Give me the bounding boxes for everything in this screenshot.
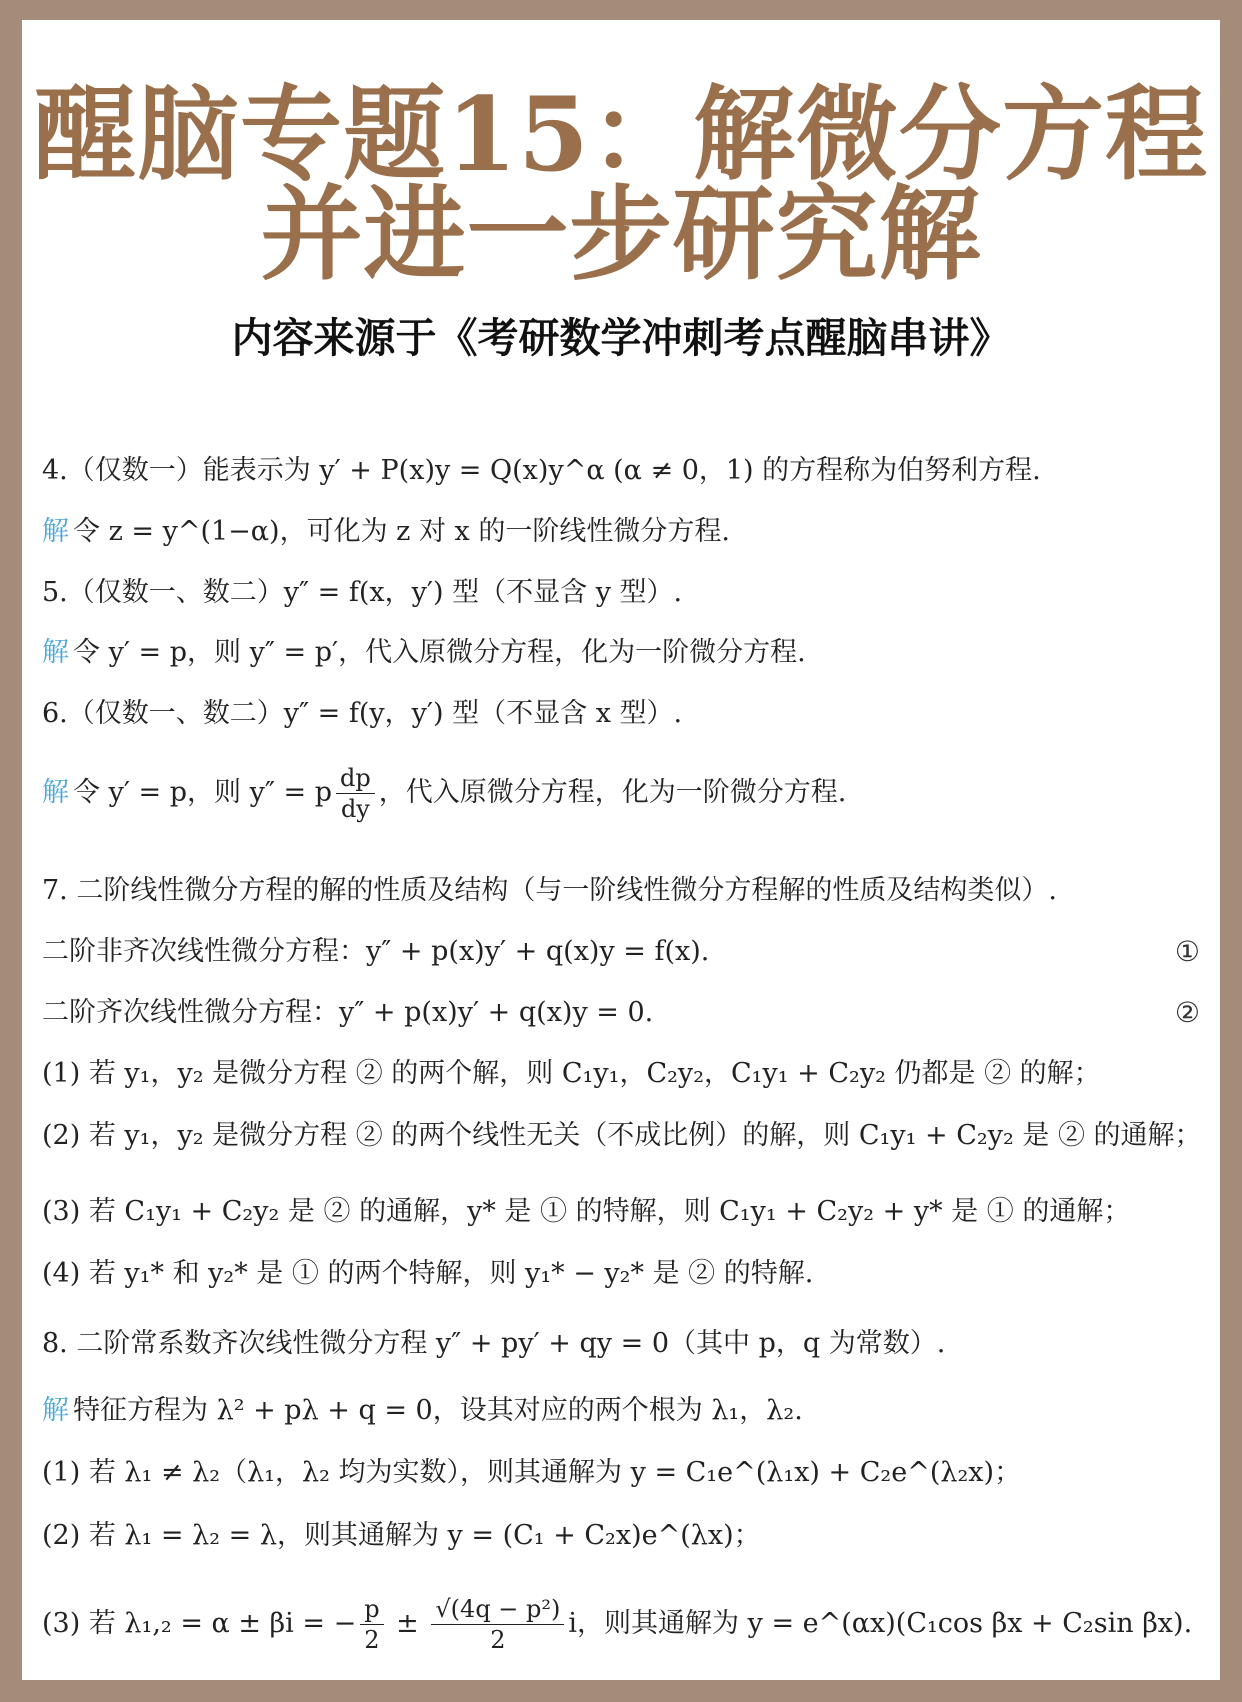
page-title-line1: 醒脑专题15：解微分方程 [34,75,1208,195]
item-5: 5.（仅数一、数二）y″ = f(x，y′) 型（不显含 y 型）. [42,577,683,608]
fraction-sqrt-over-2 [431,1594,564,1655]
solution-text: 令 y′ = p，则 y″ = p [73,777,333,808]
item-7-equation-1: 二阶非齐次线性微分方程：y″ + p(x)y′ + q(x)y = f(x). [42,936,710,967]
fraction-numerator: √(4q − p²) [431,1594,564,1625]
case-3-text-end: i，则其通解为 y = e^(αx)(C₁cos βx + C₂sin βx). [568,1608,1193,1639]
fraction-dp-dy [336,763,375,824]
item-7-property-2: (2) 若 y₁，y₂ 是微分方程 ② 的两个线性无关（不成比例）的解，则 C₁y₁ + C₂y₂ 是 ② 的通解； [42,1120,1202,1151]
item-6: 6.（仅数一、数二）y″ = f(y，y′) 型（不显含 x 型）. [42,698,683,729]
solution-text-end: ，代入原微分方程，化为一阶微分方程. [378,777,847,808]
solution-tag: 解 [42,1395,69,1426]
solution-tag: 解 [42,637,69,668]
item-8-case-2: (2) 若 λ₁ = λ₂ = λ，则其通解为 y = (C₁ + C₂x)e^(λx)； [42,1520,761,1551]
solution-text: 令 z = y^(1−α)，可化为 z 对 x 的一阶线性微分方程. [73,516,730,547]
solution-tag: 解 [42,516,69,547]
fraction-denominator: 2 [490,1626,506,1654]
plus-minus: ± [387,1608,428,1639]
item-4-solution [42,507,730,557]
item-7: 7. 二阶线性微分方程的解的性质及结构（与一阶线性微分方程解的性质及结构类似）. [42,875,1057,906]
item-8-solution [42,1386,803,1436]
item-7-equation-2: 二阶齐次线性微分方程：y″ + p(x)y′ + q(x)y = 0. [42,997,654,1028]
item-8-case-1: (1) 若 λ₁ ≠ λ₂（λ₁，λ₂ 均为实数），则其通解为 y = C₁e^(λ₁x) + C₂e^(λ₂x)； [42,1457,1022,1488]
solution-text: 令 y′ = p，则 y″ = p′，代入原微分方程，化为一阶微分方程. [73,637,806,668]
solution-text: 特征方程为 λ² + pλ + q = 0，设其对应的两个根为 λ₁，λ₂. [73,1395,803,1426]
equation-marker-1: ① [1174,935,1200,968]
item-8-case-3 [42,1586,1192,1662]
solution-tag: 解 [42,777,69,808]
item-7-property-1: (1) 若 y₁，y₂ 是微分方程 ② 的两个解，则 C₁y₁，C₂y₂，C₁y₁ + C₂y₂ 仍都是 ② 的解； [42,1058,1101,1089]
fraction-denominator: 2 [364,1626,380,1654]
item-5-solution [42,628,806,678]
fraction-numerator: p [360,1594,383,1625]
page-title-line2: 并进一步研究解 [260,175,982,295]
fraction-p-over-2 [360,1594,383,1655]
item-6-solution [42,760,846,826]
item-7-property-4: (4) 若 y₁* 和 y₂* 是 ① 的两个特解，则 y₁* − y₂* 是 ② 的特解. [42,1258,814,1289]
fraction-numerator: dp [336,763,375,794]
item-8: 8. 二阶常系数齐次线性微分方程 y″ + py′ + qy = 0（其中 p，q 为常数）. [42,1328,946,1359]
content-card [22,20,1220,1680]
page-subtitle: 内容来源于《考研数学冲刺考点醒脑串讲》 [231,314,1011,362]
equation-marker-2: ② [1174,996,1200,1029]
fraction-denominator: dy [340,795,370,823]
item-7-property-3: (3) 若 C₁y₁ + C₂y₂ 是 ② 的通解，y* 是 ① 的特解，则 C₁y₁ + C₂y₂ + y* 是 ① 的通解； [42,1196,1131,1227]
case-3-text: (3) 若 λ₁,₂ = α ± βi = − [42,1608,357,1639]
item-4: 4.（仅数一）能表示为 y′ + P(x)y = Q(x)y^α (α ≠ 0，1) 的方程称为伯努利方程. [42,455,1041,486]
